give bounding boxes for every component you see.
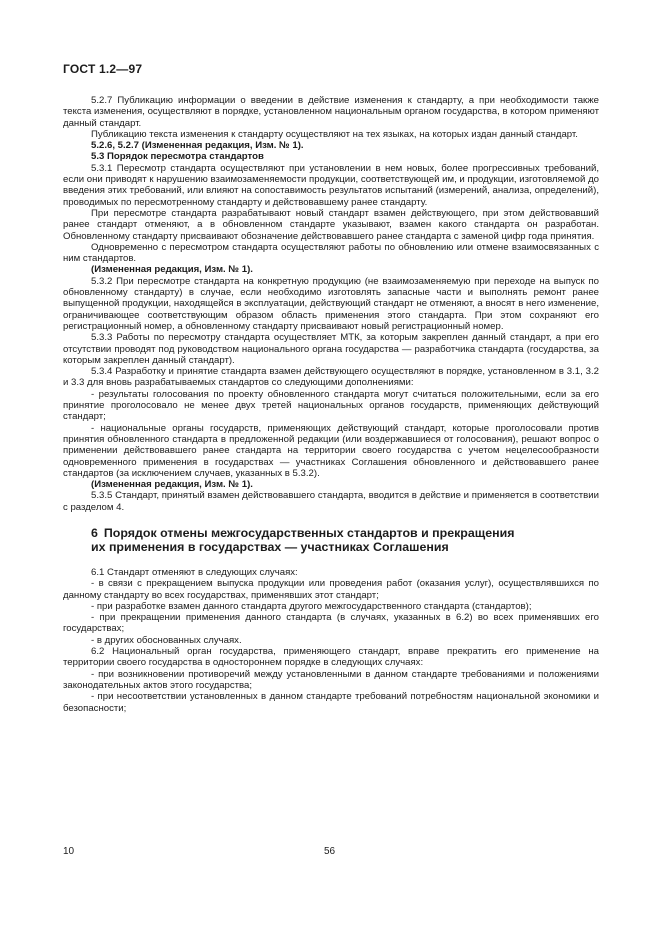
list-item: - результаты голосования по проекту обновленного стандарта могут считаться положительными, если за его принятие проголосовало не менее двух третей национальных органов государств, применяющих действующий стандарт; bbox=[63, 388, 599, 423]
paragraph: При пересмотре стандарта разрабатывают новый стандарт взамен действующего, при этом действовавший ранее стандарт отменяют, а в обновленном стандарте указывают, взамен какого стандарта он разработан. Обновленному стандарту присваивают обозначение действовавшего ранее стандарта с заменой цифр года принятия. bbox=[63, 207, 599, 242]
paragraph-5-3-5: 5.3.5 Стандарт, принятый взамен действовавшего стандарта, вводится в действие и применяется в соответствии с разделом 4. bbox=[63, 490, 599, 513]
document-header: ГОСТ 1.2—97 bbox=[63, 62, 143, 76]
document-body bbox=[63, 95, 599, 714]
section-title-text: Порядок отмены межгосударственных стандартов и прекращения bbox=[103, 525, 515, 540]
list-item: - в связи с прекращением выпуска продукции или проведения работ (оказания услуг), осуществлявшихся по данному стандарту во всех государствах, применявших этот стандарт; bbox=[63, 578, 599, 601]
paragraph: Одновременно с пересмотром стандарта осуществляют работы по обновлению или отмене взаимосвязанных с ним стандартов. bbox=[63, 241, 599, 265]
paragraph-5-2-7: 5.2.7 Публикацию информации о введении в действие изменения к стандарту, а при необходимости также текста изменения, осуществляют в порядке, установленном национальным органом государства, в котором применяют данный стандарт. bbox=[63, 95, 599, 129]
amendment-note: 5.2.6, 5.2.7 (Измененная редакция, Изм. № 1). bbox=[91, 140, 304, 152]
list-item: - при разработке взамен данного стандарта другого межгосударственного стандарта (стандартов); bbox=[91, 600, 532, 612]
subsection-heading-5-3: 5.3 Порядок пересмотра стандартов bbox=[91, 151, 264, 163]
section-heading-line-1 bbox=[91, 526, 599, 540]
paragraph-6-2: 6.2 Национальный орган государства, применяющего стандарт, вправе прекратить его применение на территории своего государства в одностороннем порядке в следующих случаях: bbox=[63, 646, 599, 669]
paragraph-5-3-3: 5.3.3 Работы по пересмотру стандарта осуществляет МТК, за которым закреплен данный стандарт, а при его отсутствии проводят под руководством национального органа государства — разработчика стандарта (государства, за которым закреплен данный стандарт). bbox=[63, 332, 599, 366]
section-number: 6 bbox=[91, 525, 98, 540]
paragraph-5-3-4: 5.3.4 Разработку и принятие стандарта взамен действующего осуществляют в порядке, установленном в 3.1, 3.2 и 3.3 для вновь разрабатываемых стандартов со следующими дополнениями: bbox=[63, 366, 599, 389]
list-item: - при возникновении противоречий между установленными в данном стандарте требованиями и положениями законодательных актов этого государства; bbox=[63, 668, 599, 691]
paragraph-5-3-2: 5.3.2 При пересмотре стандарта на конкретную продукцию (не взаимозаменяемую при переходе на выпуск по обновленному стандарту) в случае, если необходимо изготовлять запасные части и выполнять ремонт ранее выпущенной продукции, находящейся в эксплуатации, действующий стандарт не отменяют, а вносят в него изменение, ограничивающее соответствующим образом область применения этого стандарта. При этом сохраняют его регистрационный номер, а обновленному стандарту присваивают новый регистрационный номер. bbox=[63, 275, 599, 332]
list-item: - при прекращении применения данного стандарта (в случаях, указанных в 6.2) во всех применявших его государствах; bbox=[63, 612, 599, 635]
list-item: - национальные органы государств, применяющих действующий стандарт, которые проголосовали против принятия обновленного стандарта в предложенной редакции (или воздержавшиеся от голосования), решают вопрос о применении действовавшего ранее стандарта на территории своего государства с учетом нецелесообразности одновременного применения в государствах — участниках Соглашения обновленного и действовавшего ранее стандартов (за исключением случаев, указанных в 5.3.2). bbox=[63, 422, 599, 479]
section-heading-6 bbox=[63, 526, 599, 554]
amendment-note: (Измененная редакция, Изм. № 1). bbox=[91, 479, 253, 491]
amendment-note: (Измененная редакция, Изм. № 1). bbox=[91, 264, 253, 276]
paragraph-6-1: 6.1 Стандарт отменяют в следующих случаях: bbox=[91, 566, 298, 578]
paragraph: Публикацию текста изменения к стандарту осуществляют на тех языках, на которых издан данный стандарт. bbox=[91, 128, 578, 140]
section-heading-line-2: их применения в государствах — участниках Соглашения bbox=[91, 539, 449, 554]
paragraph-5-3-1: 5.3.1 Пересмотр стандарта осуществляют при установлении в нем новых, более прогрессивных требований, если они приводят к нарушению взаимозаменяемости продукции, соответствующей им, и продукции, изготовляемой до введения этих требований, или влияют на сопоставимость результатов испытаний (измерений, анализа, определений), проводимых по пересмотренному стандарту и действовавшему ранее стандарту. bbox=[63, 162, 599, 208]
page-number-left: 10 bbox=[63, 846, 75, 857]
list-item: - при несоответствии установленных в данном стандарте требований потребностям национальной экономики и безопасности; bbox=[63, 691, 599, 714]
list-item: - в других обоснованных случаях. bbox=[91, 634, 242, 646]
page-number-center: 56 bbox=[324, 846, 336, 857]
